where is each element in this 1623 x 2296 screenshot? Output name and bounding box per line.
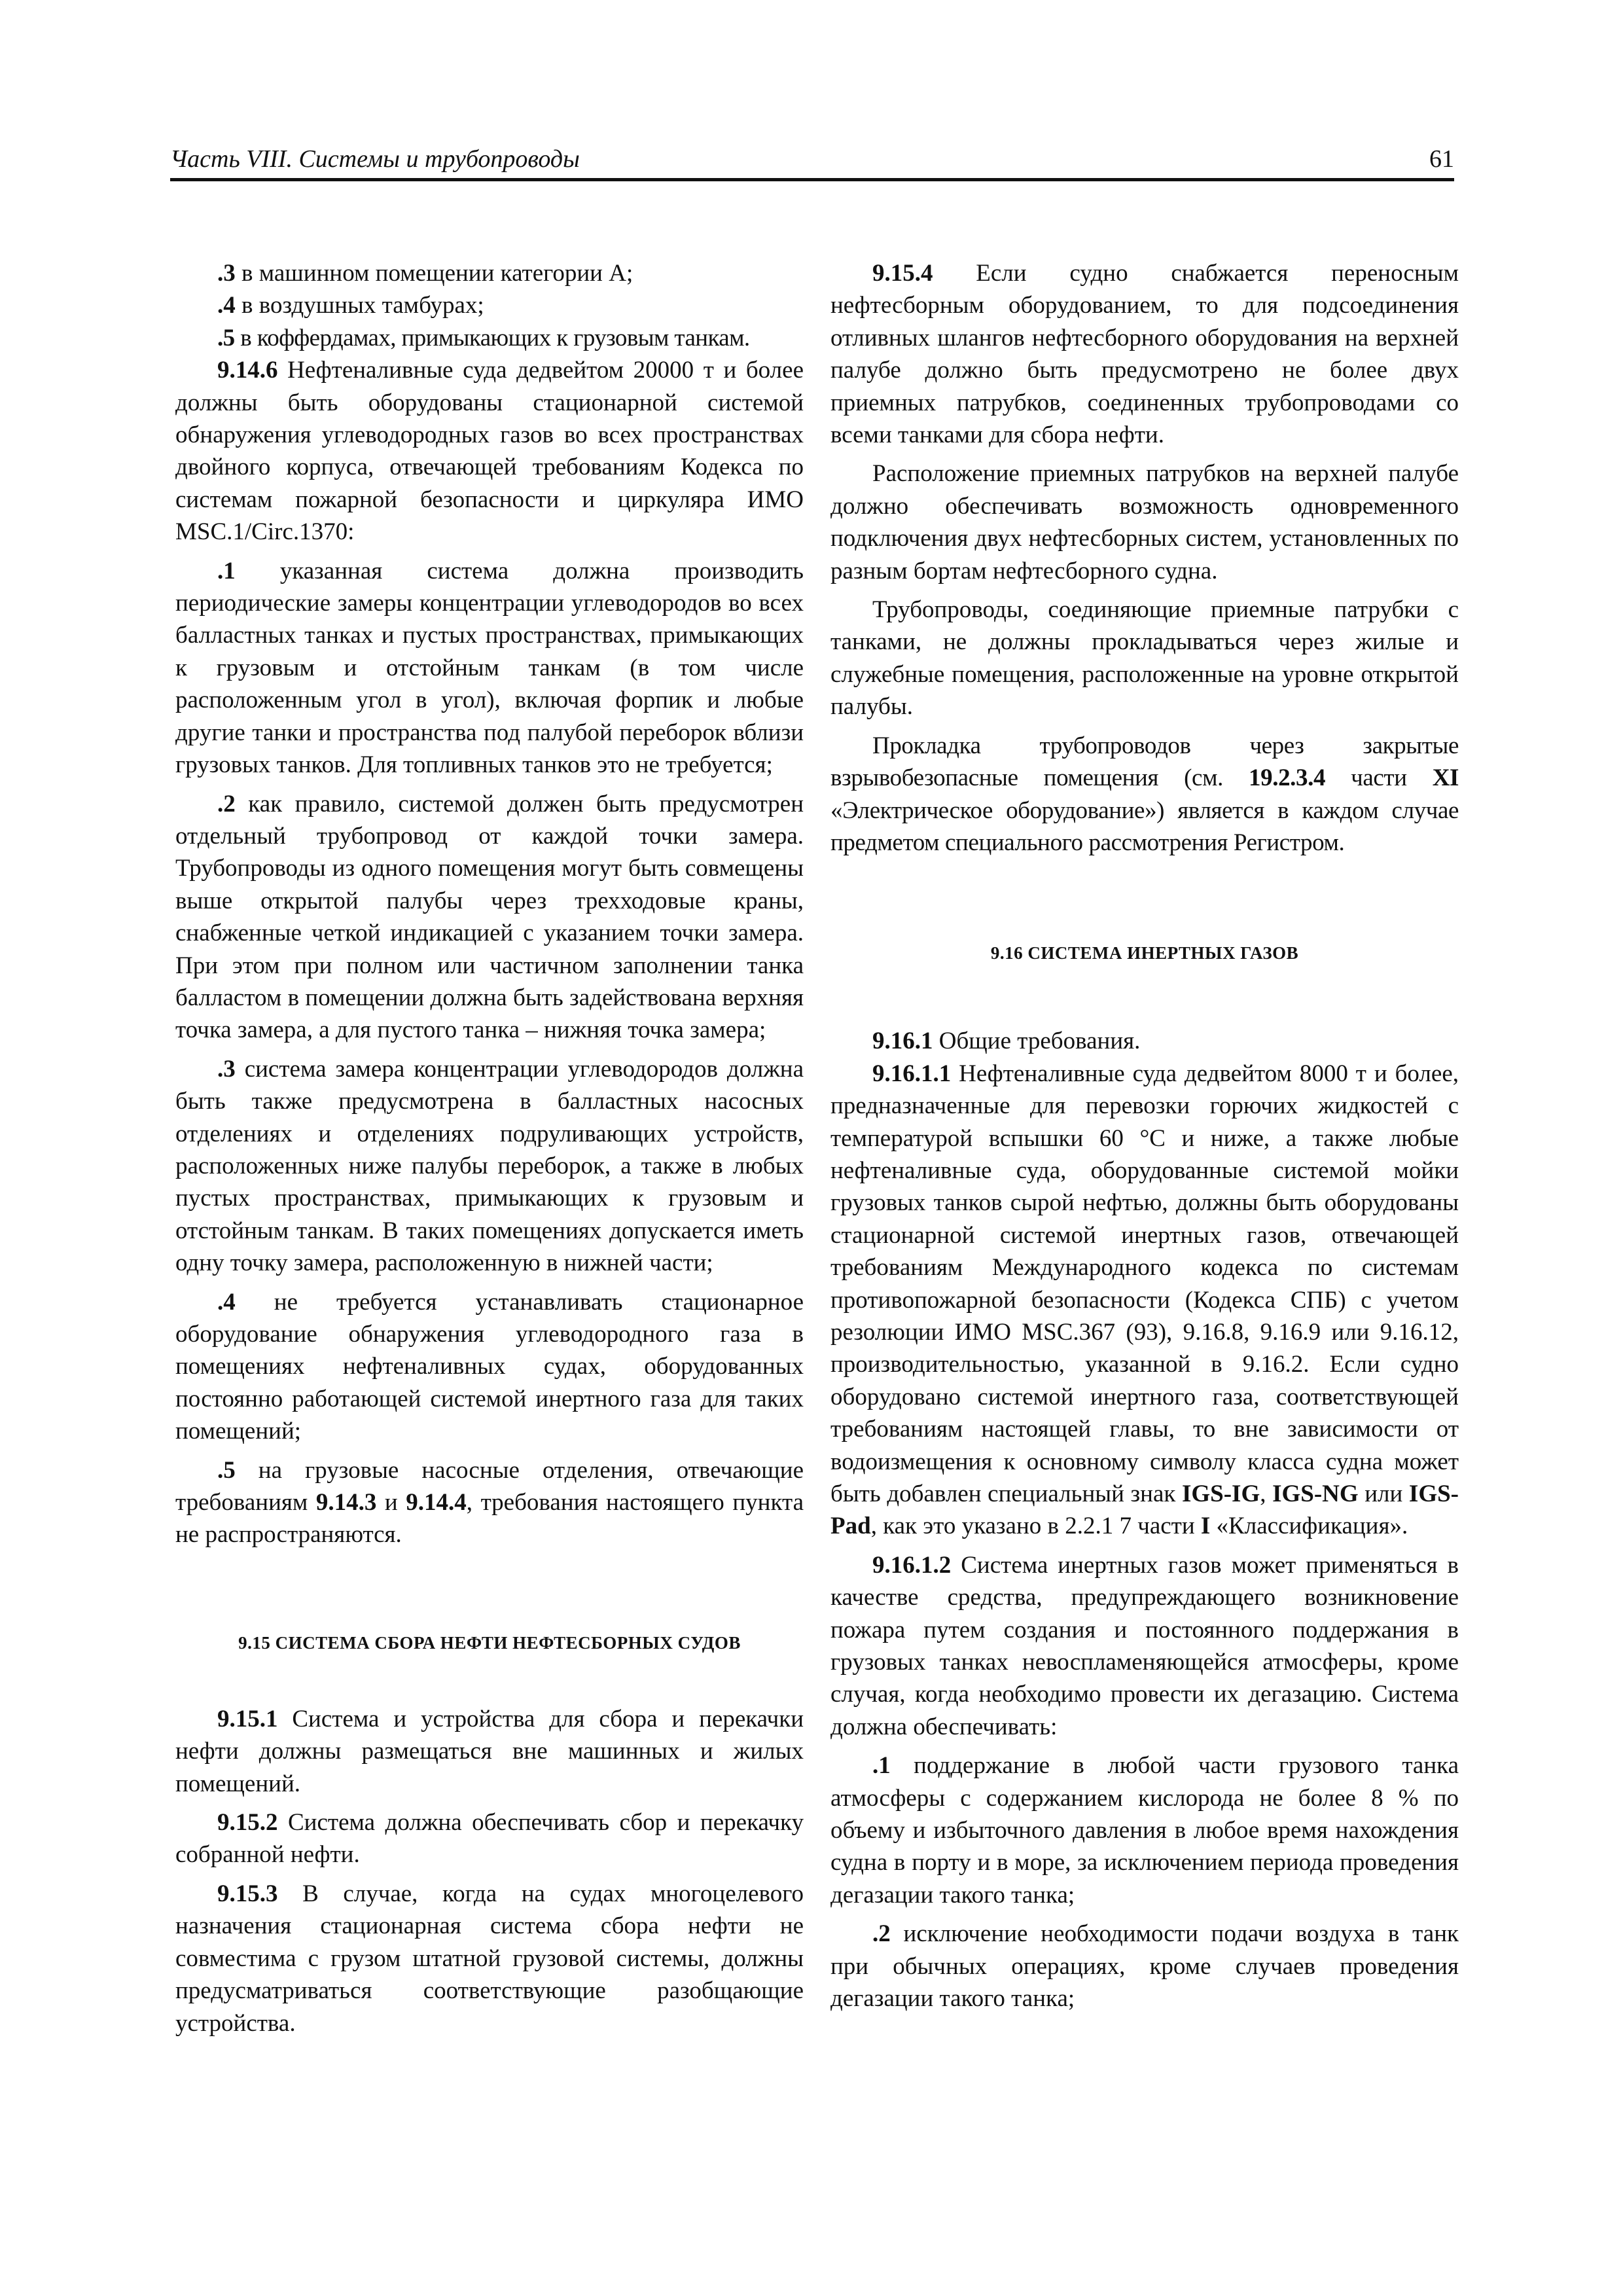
clause-number: 9.14.6 — [217, 357, 278, 384]
paragraph-text: части — [1325, 764, 1433, 792]
item-number: .2 — [872, 1920, 891, 1948]
clause-text: Нефтеналивные суда дедвейтом 20000 т и более должны быть оборудованы стационарной системой обнаружения углеводородных газов во всех пространствах двойного корпуса, отвечающей требованиям Кодекса по системам пожарной безопасности и циркуляра ИМО MSC.1/Circ.1370: — [175, 357, 804, 546]
clause-number: 9.16.1 — [872, 1028, 933, 1055]
item-number: .5 — [217, 324, 235, 351]
list-item — [175, 257, 804, 289]
body-paragraph — [830, 730, 1459, 859]
item-number: .4 — [217, 1288, 236, 1316]
item-text: поддержание в любой части грузового танка атмосферы с содержанием кислорода не более 8 % по объему и избыточного давления в любое время нахождения судна в порту и в море, за исключением периода проведения дегазации такого танка; — [830, 1752, 1459, 1909]
item-number: .1 — [872, 1752, 891, 1780]
clause-text: , — [1260, 1480, 1273, 1507]
list-item — [830, 1749, 1459, 1911]
list-item — [175, 1053, 804, 1280]
clause-paragraph — [175, 1703, 804, 1800]
right-column — [830, 257, 1459, 2015]
part-reference: I — [1200, 1513, 1211, 1540]
item-text: не требуется устанавливать стационарное оборудование обнаружения углеводородного газа в помещениях нефтеналивных судах, оборудованных постоянно работающей системой инертного газа для таких помещений; — [175, 1288, 804, 1445]
list-item — [830, 1918, 1459, 2015]
list-item — [175, 289, 804, 321]
clause-reference: 19.2.3.4 — [1249, 764, 1326, 792]
item-number: .5 — [217, 1456, 236, 1484]
list-item — [175, 788, 804, 1047]
body-paragraph: Расположение приемных патрубков на верхней палубе должно обеспечивать возможность одновременного подключения двух нефтесборных систем, установленных по разным бортам нефтесборного судна. — [830, 460, 1459, 584]
clause-text: Система должна обеспечивать сбор и перекачку собранной нефти. — [175, 1809, 804, 1869]
clause-text: , как это указано в 2.2.1 7 части — [870, 1513, 1201, 1540]
item-text: , требования настоящего пункта не распространяются. — [175, 1489, 804, 1549]
body-paragraph: Трубопроводы, соединяющие приемные патрубки с танками, не должны прокладываться через жилые и служебные помещения, расположенные на уровне открытой палубы. — [830, 596, 1459, 721]
clause-text: Система инертных газов может применяться в качестве средства, предупреждающего возникновение пожара путем создания и постоянного поддержания в грузовых танках невоспламеняющейся атмосферы, кроме случая, когда необходимо провести их дегазацию. Система должна обеспечивать: — [830, 1551, 1459, 1740]
clause-number: 9.15.3 — [217, 1880, 278, 1907]
clause-number: 9.16.1.1 — [872, 1060, 952, 1087]
item-text: как правило, системой должен быть предусмотрен отдельный трубопровод от каждой точки замера. Трубопроводы из одного помещения могут быть совмещены выше открытой палубы через трехходовые краны, снабженные четкой индикацией с указанием точки замера. При этом при полном или частичном заполнении танка балластом в помещении должна быть задействована верхняя точка замера, а для пустого танка – нижняя точка замера; — [175, 790, 804, 1044]
clause-paragraph — [175, 1806, 804, 1871]
clause-text: «Классификация». — [1210, 1513, 1408, 1540]
page-header — [170, 143, 1454, 181]
class-sign: IGS-Pad — [830, 1480, 1459, 1540]
clause-number: 9.15.2 — [217, 1809, 278, 1837]
item-number: .4 — [217, 292, 236, 319]
item-text: на грузовые насосные отделения, отвечающие требованиям — [175, 1456, 804, 1516]
clause-reference: 9.14.3 — [315, 1489, 377, 1516]
clause-number: 9.15.4 — [872, 260, 933, 287]
item-text: исключение необходимости подачи воздуха в танк при обычных операциях, кроме случаев проведения дегазации такого танка; — [830, 1920, 1459, 2013]
clause-paragraph — [830, 1549, 1459, 1743]
list-item — [175, 555, 804, 781]
clause-paragraph — [830, 257, 1459, 451]
clause-text: Нефтеналивные суда дедвейтом 8000 т и более, предназначенные для перевозки горючих жидкостей с температурой вспышки 60 °С и ниже, а также любые нефтеналивные суда, оборудованные системой мойки грузовых танков сырой нефтью, должны быть оборудованы стационарной системой инертных газов, отвечающей требованиям Международного кодекса по системам противопожарной безопасности (Кодекса СПБ) с учетом резолюции ИМО MSC.367 (93), 9.16.8, 9.16.9 или 9.16.12, производительностью, указанной в 9.16.2. Если судно оборудовано системой инертного газа, соответствующей требованиям настоящей главы, то вне зависимости от водоизмещения к основному символу класса судна может быть добавлен специальный знак — [830, 1060, 1459, 1507]
item-text: в коффердамах, примыкающих к грузовым танкам. — [234, 324, 750, 351]
clause-text: Общие требования. — [933, 1028, 1141, 1055]
item-number: .3 — [217, 260, 236, 287]
class-sign: IGS-NG — [1272, 1480, 1359, 1507]
paragraph-text: «Электрическое оборудование») является в каждом случае предметом специального рассмотрения Регистром. — [830, 797, 1459, 856]
section-heading: 9.15 СИСТЕМА СБОРА НЕФТИ НЕФТЕСБОРНЫХ СУДОВ — [238, 1632, 741, 1653]
list-item — [175, 1454, 804, 1551]
clause-paragraph — [175, 354, 804, 548]
clause-number: 9.16.1.2 — [872, 1551, 952, 1579]
class-sign: IGS-IG — [1181, 1480, 1260, 1507]
item-text: система замера концентрации углеводородов должна быть также предусмотрена в балластных насосных отделениях и отделениях подруливающих устройств, расположенных ниже палубы переборок, а также в любых пустых пространствах, примыкающих к грузовым и отстойным танкам. В таких помещениях допускается иметь одну точку замера, расположенную в нижней части; — [175, 1055, 804, 1277]
clause-paragraph — [830, 1058, 1459, 1543]
section-heading: 9.16 СИСТЕМА ИНЕРТНЫХ ГАЗОВ — [990, 943, 1299, 963]
paragraph-text: Прокладка трубопроводов через закрытые взрывобезопасные помещения (см. — [830, 732, 1459, 792]
item-text: указанная система должна производить периодические замеры концентрации углеводородов во всех балластных танках и пустых пространствах, примыкающих к грузовым и отстойным танкам (в том числе расположенным угол в угол), включая форпик и любые другие танки и пространства под палубой переборок вблизи грузовых танков. Для топливных танков это не требуется; — [175, 557, 804, 779]
list-item — [175, 1286, 804, 1448]
clause-paragraph — [830, 1025, 1459, 1057]
clause-paragraph — [175, 1878, 804, 2039]
page-number: 61 — [1429, 145, 1454, 173]
clause-reference: 9.14.4 — [406, 1489, 467, 1516]
left-column — [175, 257, 804, 2039]
item-number: .1 — [217, 557, 236, 584]
part-reference: XI — [1432, 764, 1459, 792]
clause-text: Если судно снабжается переносным нефтесборным оборудованием, то для подсоединения отливных шлангов нефтесборного оборудования на верхней палубе должно быть предусмотрено не более двух приемных патрубков, соединенных трубопроводами со всеми танками для сбора нефти. — [830, 260, 1459, 449]
running-title: Часть VIII. Системы и трубопроводы — [170, 145, 580, 173]
clause-text: В случае, когда на судах многоцелевого назначения стационарная система сбора нефти не совместима с грузом штатной грузовой системы, должны предусматриваться соответствующие разобщающие устройства. — [175, 1880, 804, 2037]
clause-text: Система и устройства для сбора и перекачки нефти должны размещаться вне машинных и жилых помещений. — [175, 1705, 804, 1797]
item-text: в машинном помещении категории А; — [235, 260, 633, 287]
item-text: и — [376, 1489, 406, 1516]
list-item — [175, 322, 804, 354]
item-number: .2 — [217, 790, 236, 817]
clause-text: или — [1358, 1480, 1409, 1507]
item-number: .3 — [217, 1055, 236, 1083]
clause-number: 9.15.1 — [217, 1705, 278, 1732]
item-text: в воздушных тамбурах; — [235, 292, 484, 319]
